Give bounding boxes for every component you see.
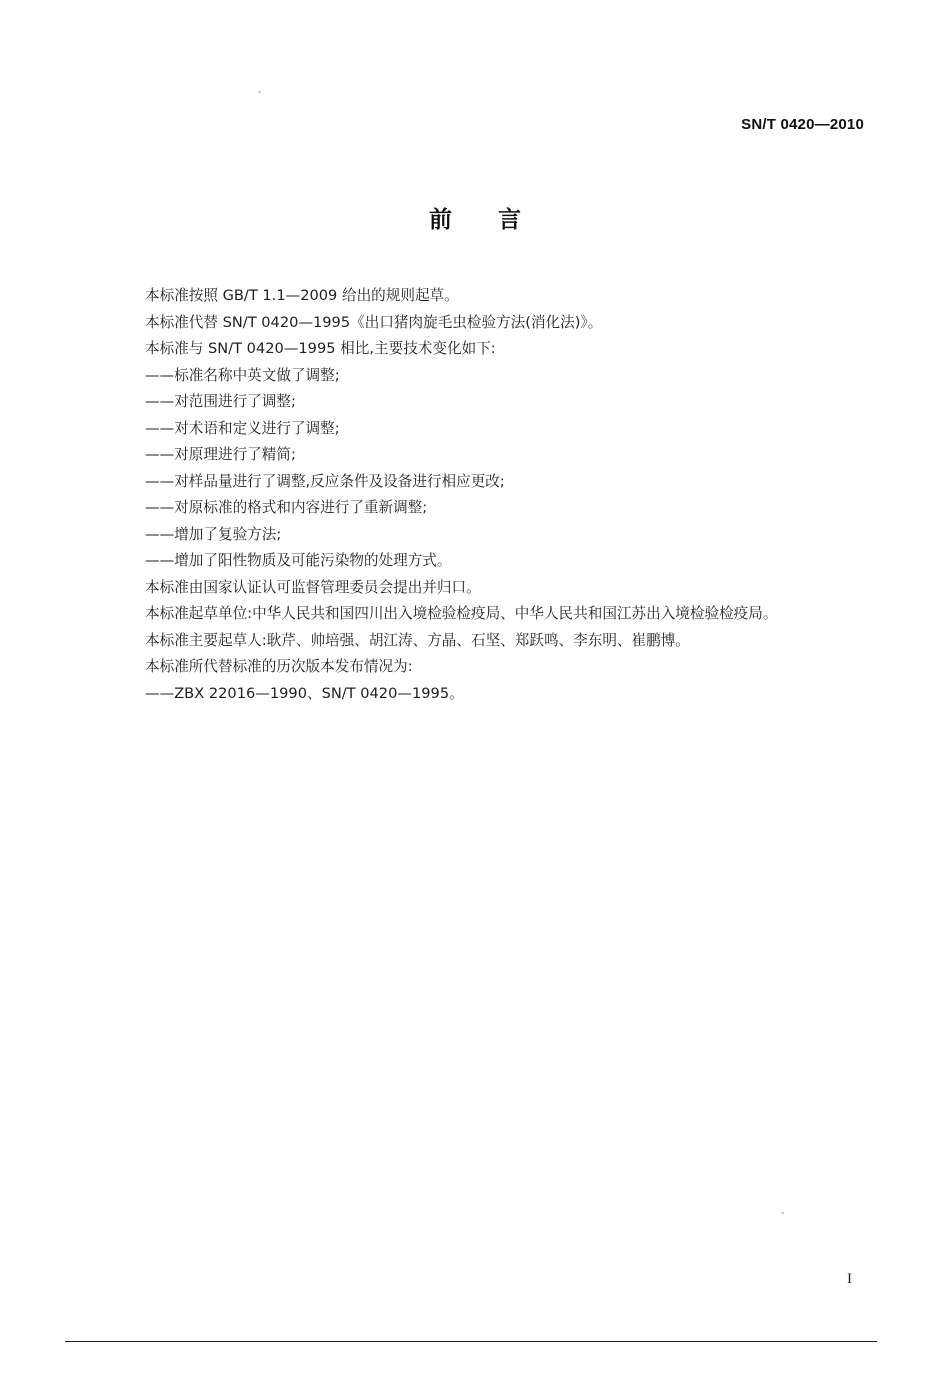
scan-speck (781, 1212, 784, 1214)
change-item: ——对样品量进行了调整,反应条件及设备进行相应更改; (145, 472, 505, 490)
paragraph-changes-intro: 本标准与 SN/T 0420—1995 相比,主要技术变化如下: (145, 340, 496, 357)
paragraph-replaces: 本标准代替 SN/T 0420—1995《出口猪肉旋毛虫检验方法(消化法)》。 (145, 313, 603, 331)
change-item: ——对原理进行了精简; (145, 446, 296, 463)
change-item: ——对术语和定义进行了调整; (145, 419, 340, 437)
paragraph-drafting-rules: 本标准按照 GB/T 1.1—2009 给出的规则起草。 (145, 287, 459, 304)
foreword-body (110, 283, 870, 707)
change-item: ——增加了阳性物质及可能污染物的处理方式。 (145, 552, 452, 569)
change-item: ——对范围进行了调整; (145, 393, 296, 410)
scan-speck (258, 91, 261, 93)
page-number: I (847, 1271, 852, 1287)
paragraph-drafters: 本标准主要起草人:耿芹、帅培强、胡江涛、方晶、石坚、郑跃鸣、李东明、崔鹏博。 (145, 631, 690, 649)
change-item: ——标准名称中英文做了调整; (145, 366, 340, 384)
paragraph-history-intro: 本标准所代替标准的历次版本发布情况为: (145, 658, 413, 675)
page-title: 前言 (429, 207, 567, 233)
change-item: ——增加了复验方法; (145, 525, 282, 543)
paragraph-proposer: 本标准由国家认证认可监督管理委员会提出并归口。 (145, 578, 481, 596)
history-item: ——ZBX 22016—1990、SN/T 0420—1995。 (145, 684, 464, 702)
footer-divider (65, 1341, 877, 1342)
document-code: SN/T 0420—2010 (741, 116, 864, 133)
paragraph-drafting-units: 本标准起草单位:中华人民共和国四川出入境检验检疫局、中华人民共和国江苏出入境检验检疫局。 (145, 605, 778, 622)
change-item: ——对原标准的格式和内容进行了重新调整; (145, 499, 428, 516)
